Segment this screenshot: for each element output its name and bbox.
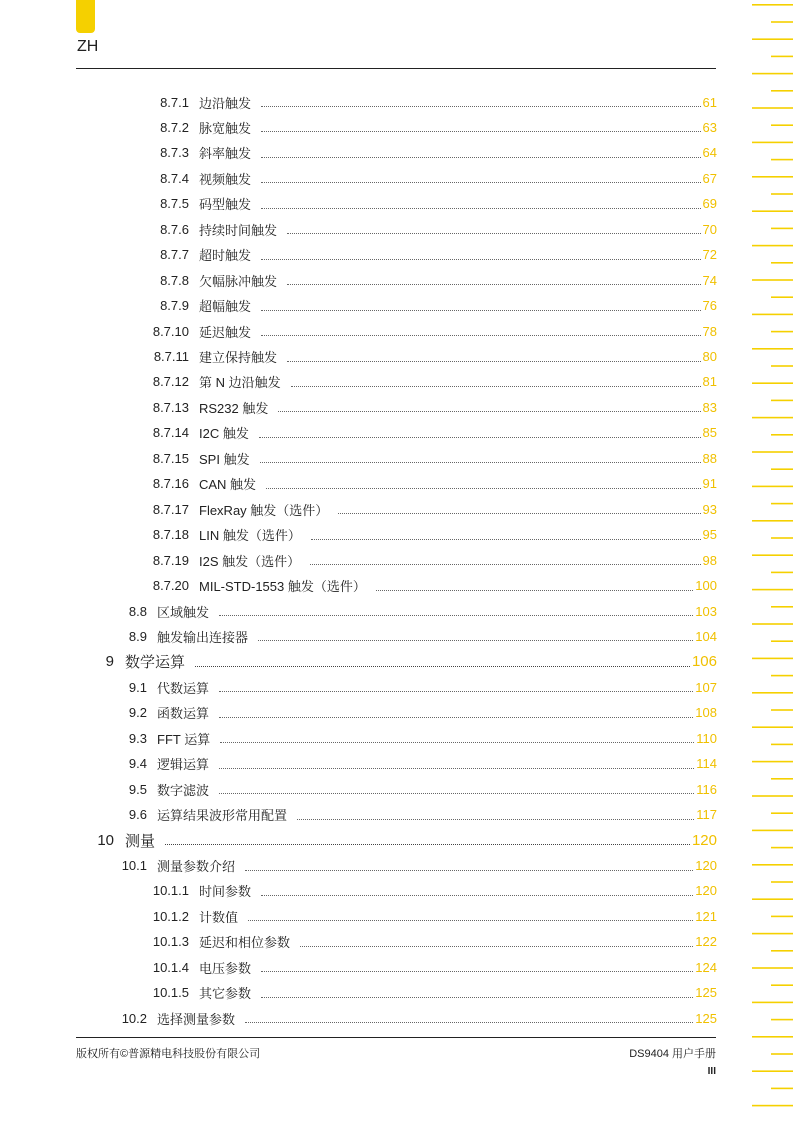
ruler-tick	[771, 847, 793, 849]
ruler-tick	[752, 864, 793, 866]
ruler-tick	[752, 107, 793, 109]
toc-entry-title: 延迟和相位参数	[199, 935, 291, 951]
toc-leader-dots	[261, 181, 701, 183]
toc-entry-title: 第 N 边沿触发	[199, 375, 281, 391]
toc-entry-number: 9.6	[128, 807, 147, 823]
ruler-tick	[752, 1002, 793, 1004]
toc-entry-title: 电压参数	[199, 960, 252, 976]
ruler-tick	[752, 554, 793, 556]
toc-entry-page: 98	[702, 552, 717, 568]
toc-entry-number: 10.1.1	[152, 883, 189, 899]
toc-entry-page: 120	[695, 858, 717, 873]
toc-entry-page: 88	[702, 450, 717, 466]
toc-entry[interactable]	[0, 219, 717, 239]
toc-entry-number: 10.1.5	[152, 985, 189, 1001]
ruler-tick	[752, 795, 793, 797]
toc-leader-dots	[376, 589, 693, 591]
ruler-tick	[771, 881, 793, 883]
toc-entry-page: 121	[695, 908, 717, 924]
toc-entry-page: 72	[702, 247, 717, 263]
toc-entry-title: 其它参数	[199, 986, 252, 1002]
toc-entry-page: 83	[702, 399, 717, 415]
toc-entry-number: 8.7.19	[152, 552, 189, 568]
toc-entry[interactable]	[0, 677, 717, 697]
toc-leader-dots	[266, 487, 700, 489]
ruler-tick	[752, 898, 793, 900]
toc-entry-number: 10.1	[121, 858, 147, 873]
ruler-tick	[752, 348, 793, 350]
toc-entry-number: 8.7.13	[152, 399, 189, 415]
ruler-tick	[771, 434, 793, 436]
toc-entry-title: 数学运算	[125, 654, 186, 672]
toc-leader-dots	[259, 436, 701, 438]
ruler-tick	[771, 1053, 793, 1055]
toc-entry[interactable]	[0, 983, 717, 1003]
ruler-tick	[752, 417, 793, 419]
ruler-tick	[752, 451, 793, 453]
toc-leader-dots	[261, 156, 701, 158]
toc-entry[interactable]	[0, 347, 717, 367]
toc-entry-page: 117	[696, 807, 717, 823]
toc-entry-title: 区域触发	[157, 604, 210, 620]
ruler-tick	[752, 933, 793, 935]
ruler-tick	[771, 365, 793, 367]
toc-leader-dots	[245, 869, 693, 871]
toc-entry-page: 64	[702, 145, 717, 161]
toc-entry-page: 125	[695, 985, 717, 1001]
ruler-tick	[752, 210, 793, 212]
toc-leader-dots	[219, 792, 694, 794]
toc-entry-title: 测量	[125, 832, 156, 850]
toc-entry-number: 8.9	[128, 628, 147, 644]
toc-entry-title: 测量参数介绍	[157, 859, 236, 874]
ruler-tick	[752, 830, 793, 832]
footer-copyright: 版权所有©普源精电科技股份有限公司	[76, 1048, 261, 1060]
toc-leader-dots	[338, 512, 700, 514]
toc-entry[interactable]	[0, 652, 717, 672]
toc-entry[interactable]	[0, 245, 717, 265]
toc-entry-page: 122	[695, 934, 717, 950]
toc-entry-number: 8.7.14	[152, 425, 189, 441]
toc-entry-title: FlexRay 触发（选件）	[199, 502, 329, 518]
ruler-tick	[771, 984, 793, 986]
toc-leader-dots	[195, 665, 690, 667]
toc-leader-dots	[278, 410, 700, 412]
toc-leader-dots	[287, 232, 701, 234]
footer-rule	[76, 1037, 716, 1038]
toc-entry-number: 9.2	[128, 705, 147, 721]
ruler-tick	[752, 692, 793, 694]
toc-entry[interactable]	[0, 143, 717, 163]
toc-leader-dots	[261, 130, 701, 132]
toc-entry[interactable]	[0, 550, 717, 570]
toc-entry-number: 8.7.17	[152, 501, 189, 517]
toc-entry[interactable]	[0, 703, 717, 723]
toc-entry-page: 125	[695, 1010, 717, 1026]
toc-entry-title: 时间参数	[199, 884, 252, 900]
ruler-tick	[771, 537, 793, 539]
ruler-tick	[771, 950, 793, 952]
toc-leader-dots	[311, 538, 701, 540]
toc-entry-title: 超时触发	[199, 248, 252, 264]
toc-leader-dots	[291, 385, 701, 387]
toc-entry-title: 脉宽触发	[199, 120, 252, 136]
toc-entry-page: 103	[695, 603, 717, 619]
ruler-tick	[752, 142, 793, 144]
ruler-tick	[771, 331, 793, 333]
toc-entry[interactable]	[0, 372, 717, 392]
toc-entry-number: 8.7.8	[160, 272, 189, 288]
toc-entry-number: 8.7.1	[160, 94, 189, 110]
toc-entry-number: 8.7.10	[152, 323, 189, 339]
toc-entry[interactable]	[0, 957, 717, 977]
ruler-tick	[771, 812, 793, 814]
toc-leader-dots	[261, 894, 693, 896]
toc-entry-title: 逻辑运算	[157, 757, 210, 773]
toc-leader-dots	[219, 614, 693, 616]
ruler-tick	[771, 503, 793, 505]
ruler-tick	[771, 400, 793, 402]
toc-entry[interactable]	[0, 270, 717, 290]
toc-entry-page: 107	[695, 679, 717, 695]
toc-entry-number: 10.1.3	[152, 934, 189, 950]
ruler-tick	[771, 468, 793, 470]
ruler-tick	[752, 486, 793, 488]
ruler-tick	[771, 159, 793, 161]
ruler-tick	[771, 262, 793, 264]
toc-entry-page: 76	[702, 298, 717, 314]
ruler-tick	[752, 1105, 793, 1107]
toc-entry-page: 70	[702, 221, 717, 237]
toc-entry-title: I2S 触发（选件）	[199, 553, 301, 569]
toc-entry-number: 8.7.4	[160, 170, 189, 186]
toc-entry-title: 延迟触发	[199, 324, 252, 340]
toc-entry[interactable]	[0, 397, 717, 417]
toc-entry[interactable]	[0, 1008, 717, 1028]
toc-entry[interactable]	[0, 576, 717, 596]
ruler-tick	[771, 606, 793, 608]
toc-entry[interactable]	[0, 499, 717, 519]
header-rule	[76, 68, 716, 69]
toc-entry[interactable]	[0, 296, 717, 316]
toc-entry-title: 斜率触发	[199, 146, 252, 162]
toc-entry-number: 9.4	[128, 756, 147, 772]
toc-entry-page: 93	[702, 501, 717, 517]
toc-entry[interactable]	[0, 626, 717, 646]
toc-leader-dots	[261, 334, 701, 336]
toc-entry[interactable]	[0, 881, 717, 901]
ruler-tick	[771, 1019, 793, 1021]
toc-entry[interactable]	[0, 906, 717, 926]
toc-entry-title: 计数值	[199, 909, 239, 925]
ruler-tick	[752, 279, 793, 281]
ruler-tick	[752, 658, 793, 660]
toc-entry-page: 114	[696, 756, 717, 772]
toc-entry-number: 8.7.15	[152, 450, 189, 466]
toc-entry-number: 8.7.18	[152, 527, 189, 543]
toc-entry-number: 8.7.9	[160, 298, 189, 314]
ruler-tick	[752, 176, 793, 178]
toc-entry-number: 8.7.6	[160, 221, 189, 237]
toc-entry-page: 116	[696, 781, 717, 797]
ruler-tick	[752, 761, 793, 763]
toc-entry-title: 运算结果波形常用配置	[157, 808, 288, 824]
toc-entry[interactable]	[0, 856, 717, 876]
toc-leader-dots	[260, 461, 701, 463]
page-number: III	[707, 1066, 716, 1077]
ruler-tick	[752, 520, 793, 522]
toc-leader-dots	[287, 283, 701, 285]
toc-entry-title: RS232 触发	[199, 400, 269, 416]
toc-entry[interactable]	[0, 448, 717, 468]
ruler-tick	[752, 1070, 793, 1072]
toc-entry-page: 78	[702, 323, 717, 339]
toc-entry-title: LIN 触发（选件）	[199, 528, 301, 544]
toc-entry[interactable]	[0, 728, 717, 748]
toc-leader-dots	[219, 690, 693, 692]
toc-entry[interactable]	[0, 194, 717, 214]
ruler-tick	[771, 640, 793, 642]
toc-entry-number: 8.7.12	[152, 374, 189, 390]
toc-entry-title: 超幅触发	[199, 299, 252, 315]
toc-leader-dots	[245, 1021, 693, 1023]
ruler-tick	[771, 21, 793, 23]
toc-entry[interactable]	[0, 92, 717, 112]
ruler-tick	[752, 245, 793, 247]
toc-entry-page: 61	[702, 94, 717, 110]
toc-leader-dots	[219, 716, 693, 718]
ruler-tick	[752, 4, 793, 6]
toc-entry-number: 9.5	[128, 781, 147, 797]
toc-leader-dots	[165, 843, 690, 845]
toc-entry-number: 10.2	[121, 1010, 147, 1026]
toc-entry-page: 74	[702, 272, 717, 288]
toc-entry-title: 数字滤波	[157, 782, 210, 798]
toc-entry[interactable]	[0, 321, 717, 341]
toc-entry-page: 63	[702, 119, 717, 135]
ruler-tick	[771, 228, 793, 230]
toc-entry-page: 110	[696, 730, 717, 746]
toc-leader-dots	[261, 309, 701, 311]
ruler-tick	[752, 382, 793, 384]
toc-entry-page: 95	[702, 527, 717, 543]
toc-entry-page: 91	[702, 476, 717, 492]
toc-entry-page: 81	[702, 374, 717, 390]
toc-entry-number: 8.7.20	[152, 578, 189, 594]
toc-entry-number: 9.1	[128, 679, 147, 695]
toc-entry[interactable]	[0, 117, 717, 137]
toc-entry[interactable]	[0, 830, 717, 850]
toc-entry-number: 9	[105, 653, 114, 671]
toc-entry[interactable]	[0, 779, 717, 799]
ruler-tick	[752, 38, 793, 40]
toc-entry-page: 69	[702, 196, 717, 212]
toc-entry-number: 10.1.4	[152, 959, 189, 975]
toc-entry-title: I2C 触发	[199, 426, 249, 442]
toc-entry[interactable]	[0, 754, 717, 774]
toc-entry-page: 124	[695, 959, 717, 975]
toc-leader-dots	[300, 945, 693, 947]
toc-entry-page: 120	[695, 883, 717, 899]
toc-entry[interactable]	[0, 805, 717, 825]
toc-leader-dots	[219, 767, 694, 769]
toc-leader-dots	[261, 996, 693, 998]
ruler-tick	[771, 744, 793, 746]
ruler-tick	[771, 56, 793, 58]
toc-entry-page: 100	[695, 578, 717, 594]
toc-leader-dots	[261, 970, 693, 972]
toc-entry-title: 代数运算	[157, 680, 210, 696]
ruler-tick	[752, 1036, 793, 1038]
toc-entry[interactable]	[0, 168, 717, 188]
toc-entry-number: 8.8	[128, 603, 147, 619]
ruler-tick	[771, 193, 793, 195]
toc-entry-title: 持续时间触发	[199, 222, 278, 238]
toc-leader-dots	[248, 919, 693, 921]
ruler-tick	[771, 90, 793, 92]
toc-entry-page: 106	[691, 653, 717, 671]
toc-entry-page: 80	[702, 349, 717, 364]
header-accent-bar	[76, 0, 95, 33]
toc-entry-number: 8.7.2	[160, 119, 189, 135]
side-ruler-decoration	[749, 0, 793, 1122]
ruler-tick	[771, 124, 793, 126]
toc-entry-title: 函数运算	[157, 706, 210, 722]
footer-manual-title: DS9404 用户手册	[629, 1048, 716, 1060]
ruler-tick	[752, 967, 793, 969]
toc-entry-title: FFT 运算	[157, 731, 211, 747]
language-label: ZH	[77, 38, 99, 55]
toc-leader-dots	[310, 563, 700, 565]
toc-entry-title: SPI 触发	[199, 451, 250, 467]
toc-entry-number: 10	[97, 831, 114, 849]
toc-entry[interactable]	[0, 601, 717, 621]
ruler-tick	[752, 589, 793, 591]
toc-entry-number: 8.7.16	[152, 476, 189, 492]
toc-entry-page: 85	[702, 425, 717, 441]
toc-leader-dots	[261, 258, 701, 260]
toc-leader-dots	[220, 741, 694, 743]
toc-entry[interactable]	[0, 932, 717, 952]
toc-entry-title: MIL-STD-1553 触发（选件）	[199, 579, 366, 595]
ruler-tick	[771, 709, 793, 711]
ruler-tick	[771, 778, 793, 780]
ruler-tick	[752, 314, 793, 316]
toc-entry-title: 边沿触发	[199, 95, 252, 111]
toc-entry-page: 104	[695, 628, 717, 644]
toc-entry-title: 建立保持触发	[199, 350, 278, 365]
toc-entry[interactable]	[0, 525, 717, 545]
toc-entry-number: 8.7.3	[160, 145, 189, 161]
toc-entry-number: 9.3	[128, 730, 147, 746]
toc-entry-title: 码型触发	[199, 197, 252, 213]
toc-leader-dots	[297, 818, 694, 820]
ruler-tick	[752, 623, 793, 625]
toc-entry[interactable]	[0, 474, 717, 494]
toc-leader-dots	[261, 105, 701, 107]
toc-entry-title: 视频触发	[199, 171, 252, 187]
ruler-tick	[771, 296, 793, 298]
toc-leader-dots	[287, 360, 701, 362]
ruler-tick	[771, 1088, 793, 1090]
toc-leader-dots	[261, 207, 701, 209]
toc-entry-title: CAN 触发	[199, 477, 257, 493]
toc-entry-number: 10.1.2	[152, 908, 189, 924]
toc-entry-number: 8.7.7	[160, 247, 189, 263]
toc-entry-page: 67	[702, 170, 717, 186]
toc-entry-title: 选择测量参数	[157, 1011, 236, 1027]
toc-entry-page: 120	[691, 831, 717, 849]
toc-entry-title: 欠幅脉冲触发	[199, 273, 278, 289]
ruler-tick	[771, 675, 793, 677]
toc-entry-number: 8.7.11	[153, 349, 189, 364]
toc-entry[interactable]	[0, 423, 717, 443]
ruler-tick	[771, 572, 793, 574]
toc-entry-number: 8.7.5	[160, 196, 189, 212]
toc-entry-title: 触发输出连接器	[157, 629, 249, 645]
ruler-tick	[771, 916, 793, 918]
ruler-tick	[752, 73, 793, 75]
toc-entry-page: 108	[695, 705, 717, 721]
toc-leader-dots	[258, 639, 693, 641]
ruler-tick	[752, 726, 793, 728]
